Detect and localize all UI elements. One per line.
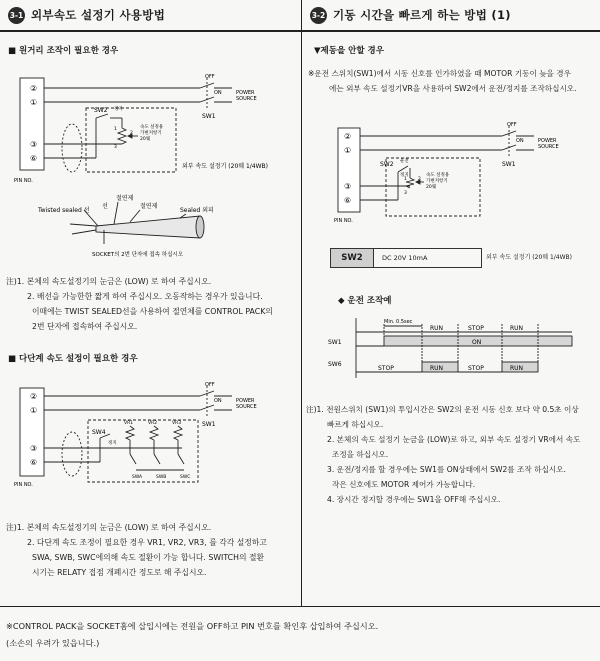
timing-run-label: RUN — [430, 365, 444, 372]
pin-label: ② — [30, 84, 38, 93]
note-line: 注)1. 본체의 속도설정기의 눈금은 (LOW) 로 하여 주십시오. — [6, 523, 212, 532]
power-source-label: POWER — [236, 90, 255, 96]
note-line: 빠르게 하십시오. — [327, 420, 384, 429]
note-line: 注)1. 전원스위치 (SW1)의 투입시간은 SW2의 운전 시동 신호 보다 약 0.5초 이상 — [306, 405, 579, 414]
pin-label: ③ — [30, 444, 38, 453]
note-line: SWA, SWB, SWC에의해 속도 절환이 가능 합니다. SWITCH의 절환 — [32, 553, 265, 562]
power-source-label: SOURCE — [236, 404, 257, 410]
insulator-label: 절연제 — [116, 195, 134, 202]
section-header-3-2 — [302, 0, 600, 32]
note-line: 4. 장시간 정지할 경우에는 SW1을 OFF해 주십시오. — [327, 495, 501, 504]
intro-line: 에는 외부 속도 설정기VR을 사용하여 SW2에서 운전/정지를 조작하십시오. — [329, 84, 577, 93]
note-line: 2. 배선을 가능한한 짧게 하여 주십시오. 오동작하는 경우가 있읍니다. — [27, 292, 263, 301]
footer-line: (소손의 우려가 있읍니다.) — [6, 638, 100, 648]
notes-remote — [6, 274, 273, 334]
timing-row-label: SW1 — [328, 339, 342, 346]
note-line: 3. 운전/정지를 할 경우에는 SW1를 ON상태에서 SW2를 조작 하십시오. — [327, 465, 566, 474]
sw2-spec-value: DC 20V 10mA — [382, 254, 428, 262]
off-label: OFF — [205, 382, 215, 388]
speed-label: 20웨 — [140, 137, 151, 142]
note-line: 조정을 하십시오. — [332, 450, 389, 459]
pin-label: ③ — [30, 140, 38, 149]
note-line: 注)1. 본체의 속도설정기의 눈금은 (LOW) 로 하여 주십시오. — [6, 277, 212, 286]
footer-line: ※CONTROL PACK을 SOCKET홈에 삽입시에는 전원을 OFF하고 PIN 번호를 확인후 삽입하여 주십시오. — [6, 621, 379, 631]
footer-note — [0, 606, 600, 661]
speed-label: 속도 설정용 — [140, 125, 164, 130]
timing-row-label: SW6 — [328, 361, 342, 368]
sw-label: SWB — [156, 475, 167, 480]
pin-no-label: PIN NO. — [14, 482, 33, 488]
off-label: OFF — [205, 74, 215, 80]
note-line: 2. 본체의 속도 설정기 눈금을 (LOW)로 하고, 외부 속도 설정기 VR에서 속도 — [327, 435, 581, 444]
pot-num: 3 — [114, 145, 117, 150]
speed-label: 속도 설정용 — [426, 173, 450, 178]
pin-label: ① — [30, 406, 38, 415]
note-line: 작은 신호에도 MOTOR 제어가 가능합니다. — [332, 480, 476, 489]
right-column — [302, 0, 600, 606]
stop-label: 정지 — [108, 441, 117, 446]
off-label: OFF — [507, 122, 517, 128]
subheading-operation-example: ◆ 운전 조작예 — [338, 296, 392, 306]
wiring-diagram-fast-start — [302, 116, 600, 228]
timing-chart — [322, 316, 582, 386]
section-title: 외부속도 설정기 사용방법 — [31, 8, 166, 22]
stop-label: 정지 — [114, 107, 123, 112]
section-header-3-1 — [0, 0, 301, 32]
speed-label: 가변저항기 — [426, 179, 448, 184]
timing-stop-label: STOP — [378, 365, 394, 372]
pot-num: 2 — [418, 177, 421, 182]
section-badge: 3-1 — [8, 7, 25, 24]
pin-no-label: PIN NO. — [334, 218, 353, 224]
twisted-label: Twisted sealed 선 — [38, 207, 90, 214]
note-line: 2번 단자에 접속하여 주십시오. — [32, 322, 138, 331]
ext-setter-label: 외부 속도 설정기 (20웨 1/4WB) — [182, 163, 269, 170]
pin-label: ① — [344, 146, 352, 155]
run-label: 운전 — [400, 159, 409, 164]
note-line: 2. 다단계 속도 조정이 필요한 경우 VR1, VR2, VR3, 를 각각 설정하고 — [27, 538, 267, 547]
wire-label: 선 — [102, 203, 108, 210]
vr-label: VR1 — [124, 421, 134, 426]
section-badge: 3-2 — [310, 7, 327, 24]
on-label: ON — [516, 138, 524, 144]
notes-fast-start — [306, 402, 580, 507]
ext-setter-label: 외부 속도 설정기 (20웨 1/4WB) — [486, 254, 573, 261]
cable-caption: SOCKET의 2번 단자에 접속 하십시오 — [92, 252, 184, 258]
on-label: ON — [214, 90, 222, 96]
insulator-label: 절연제 — [140, 203, 158, 210]
wiring-diagram-remote — [0, 58, 300, 188]
timing-stop-label: STOP — [468, 365, 484, 372]
vr-label: VR3 — [172, 421, 182, 426]
timing-on-label: ON — [472, 339, 482, 346]
sw2-spec-box — [330, 248, 482, 268]
power-source-label: SOURCE — [236, 96, 257, 102]
power-source-label: POWER — [236, 398, 255, 404]
speed-label: 가변저항기 — [140, 131, 162, 136]
pin-label: ⑥ — [30, 154, 38, 163]
sw1-label: SW1 — [502, 161, 516, 168]
stop-label: 정지 — [400, 173, 409, 178]
sw1-label: SW1 — [202, 113, 216, 120]
pot-num: 1 — [404, 177, 407, 182]
wiring-diagram-multistep — [0, 374, 300, 492]
timing-run-label: RUN — [430, 325, 444, 332]
sw4-label: SW4 — [92, 429, 106, 436]
min-time-label: Min. 0.5sec — [384, 319, 413, 325]
pin-label: ① — [30, 98, 38, 107]
pin-label: ③ — [344, 182, 352, 191]
power-source-label: SOURCE — [538, 144, 559, 150]
subheading-remote: ■ 원거리 조작이 필요한 경우 — [8, 46, 119, 56]
sealed-outer-label: Sealed 외피 — [180, 207, 214, 214]
left-column — [0, 0, 302, 606]
cable-illustration — [0, 192, 300, 260]
pot-num: 3 — [404, 191, 407, 196]
intro-text — [308, 66, 577, 96]
subheading-multistep: ■ 다단계 속도 설정이 필요한 경우 — [8, 354, 138, 364]
vr-label: VR2 — [148, 421, 158, 426]
pin-label: ⑥ — [344, 196, 352, 205]
sw-label: SWA — [132, 475, 143, 480]
pin-label: ② — [30, 392, 38, 401]
sw2-label: SW2 — [94, 107, 108, 114]
pin-label: ② — [344, 132, 352, 141]
power-source-label: POWER — [538, 138, 557, 144]
pin-label: ⑥ — [30, 458, 38, 467]
note-line: 시기는 RELATY 접점 개폐시간 정도로 해 주십시오. — [32, 568, 207, 577]
timing-stop-label: STOP — [468, 325, 484, 332]
intro-line: ※운전 스위치(SW1)에서 시동 신호를 인가하였을 때 MOTOR 기동이 늦을 경우 — [308, 69, 571, 78]
section-title: 기동 시간을 빠르게 하는 방법 (1) — [333, 8, 511, 22]
on-label: ON — [214, 398, 222, 404]
note-line: 이때에는 TWIST SEALED선을 사용하여 절연체를 CONTROL PACK의 — [32, 307, 273, 316]
sw-label: SWC — [180, 475, 191, 480]
pot-num: 2 — [130, 131, 133, 136]
pin-no-label: PIN NO. — [14, 178, 33, 184]
timing-run-label: RUN — [510, 365, 524, 372]
pot-num: 1 — [114, 127, 117, 132]
speed-label: 20웨 — [426, 185, 437, 190]
sw1-label: SW1 — [202, 421, 216, 428]
timing-run-label: RUN — [510, 325, 524, 332]
notes-multistep — [6, 520, 267, 580]
sw2-label: SW2 — [380, 161, 394, 168]
subheading-no-brake: ▼제동을 안할 경우 — [314, 46, 384, 56]
sw2-spec-key: SW2 — [331, 249, 374, 267]
